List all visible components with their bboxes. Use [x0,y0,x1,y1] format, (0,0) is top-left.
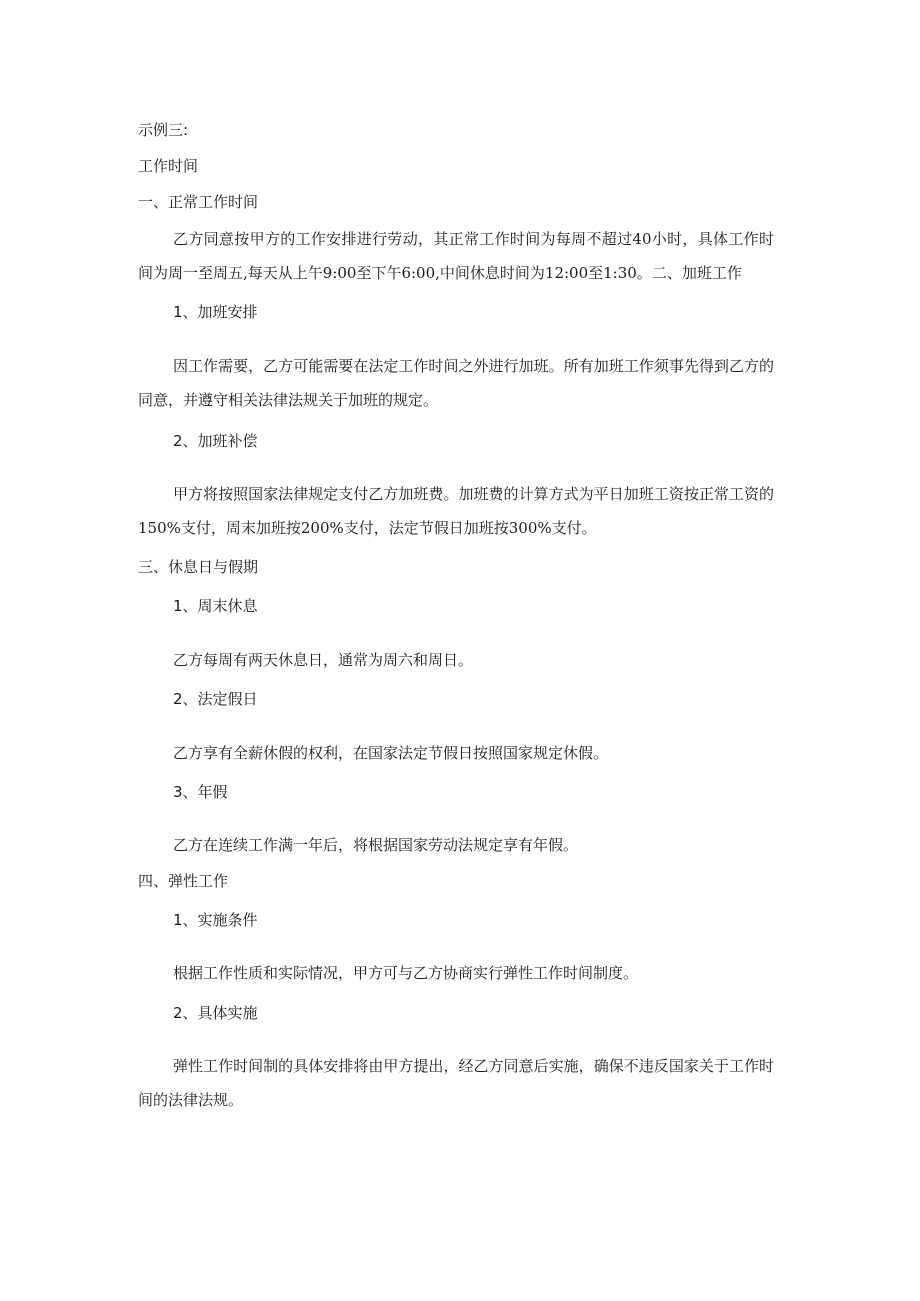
document-title: 工作时间 [138,157,199,175]
overtime-arrangement-paragraph: 因工作需要，乙方可能需要在法定工作时间之外进行加班。所有加班工作须事先得到乙方的同意，并遵守相关法律法规关于加班的规定。 [138,357,774,409]
legal-holiday-paragraph: 乙方享有全薪休假的权利，在国家法定节假日按照国家规定休假。 [173,744,609,762]
example-label: 示例三: [138,121,189,139]
section-heading-rest: 三、休息日与假期 [138,558,259,576]
overtime-compensation-label: 2、加班补偿 [173,432,258,450]
section-heading-normal-hours: 一、正常工作时间 [138,193,259,211]
overtime-arrangement-label: 1、加班安排 [173,303,258,321]
weekend-rest-label: 1、周末休息 [173,597,258,615]
flex-conditions-label: 1、实施条件 [173,911,258,929]
weekend-rest-paragraph: 乙方每周有两天休息日，通常为周六和周日。 [173,651,474,669]
section-heading-overtime: 二、加班工作 [651,264,742,282]
flex-implementation-paragraph: 弹性工作时间制的具体安排将由甲方提出，经乙方同意后实施，确保不违反国家关于工作时间的法律法规。 [138,1057,774,1109]
normal-hours-text: 乙方同意按甲方的工作安排进行劳动，其正常工作时间为每周不超过40小时，具体工作时间为周一至周五,每天从上午9:00至下午6:00,中间休息时间为12:00至1:30。 [138,230,774,282]
annual-leave-paragraph: 乙方在连续工作满一年后，将根据国家劳动法规定享有年假。 [173,836,579,854]
overtime-compensation-paragraph: 甲方将按照国家法律规定支付乙方加班费。加班费的计算方式为平日加班工资按正常工资的150%支付，周末加班按200%支付，法定节假日加班按300%支付。 [138,485,774,537]
legal-holiday-label: 2、法定假日 [173,690,258,708]
flex-implementation-label: 2、具体实施 [173,1004,258,1022]
section-heading-flex: 四、弹性工作 [138,872,229,890]
annual-leave-label: 3、年假 [173,783,228,801]
flex-conditions-paragraph: 根据工作性质和实际情况，甲方可与乙方协商实行弹性工作时间制度。 [173,964,639,982]
normal-hours-paragraph [138,222,774,290]
